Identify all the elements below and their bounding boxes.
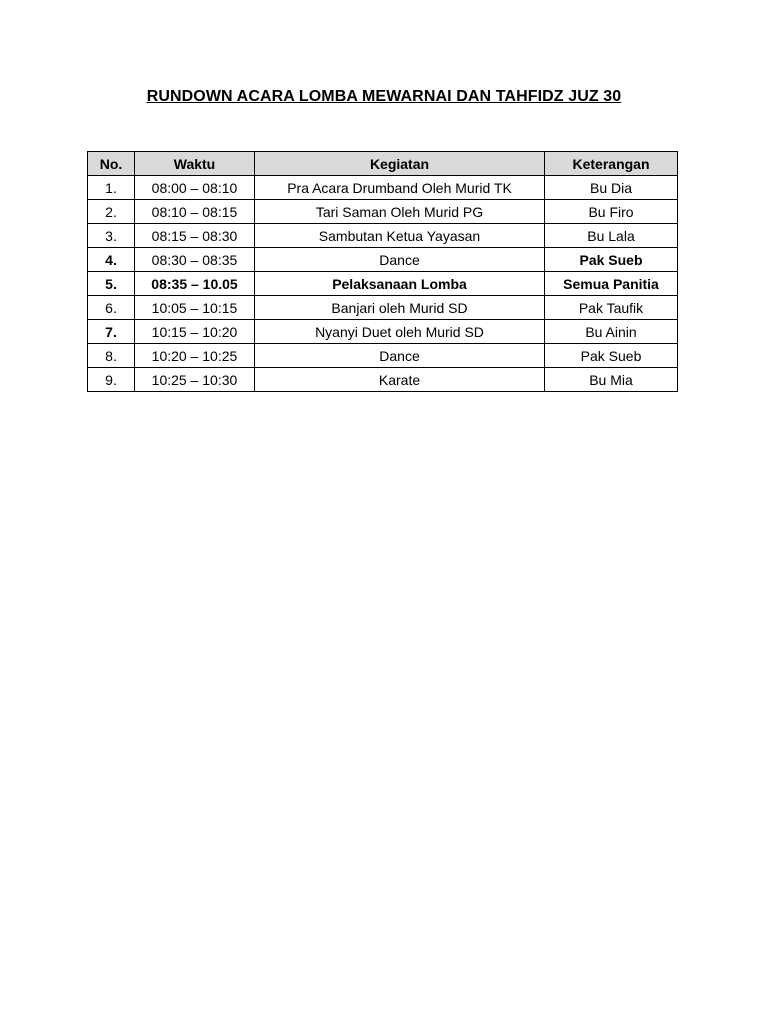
table-row (88, 224, 678, 248)
table-row (88, 200, 678, 224)
cell-keterangan: Pak Taufik (545, 296, 678, 320)
cell-kegiatan: Nyanyi Duet oleh Murid SD (255, 320, 545, 344)
header-keterangan: Keterangan (545, 152, 678, 176)
cell-no: 4. (88, 248, 135, 272)
cell-no: 6. (88, 296, 135, 320)
header-no: No. (88, 152, 135, 176)
cell-keterangan: Pak Sueb (545, 248, 678, 272)
cell-kegiatan: Pelaksanaan Lomba (255, 272, 545, 296)
cell-kegiatan: Dance (255, 248, 545, 272)
header-kegiatan: Kegiatan (255, 152, 545, 176)
table-row (88, 296, 678, 320)
cell-kegiatan: Sambutan Ketua Yayasan (255, 224, 545, 248)
table-row (88, 248, 678, 272)
table-row (88, 320, 678, 344)
cell-kegiatan: Pra Acara Drumband Oleh Murid TK (255, 176, 545, 200)
table-row (88, 176, 678, 200)
header-waktu: Waktu (135, 152, 255, 176)
cell-kegiatan: Banjari oleh Murid SD (255, 296, 545, 320)
cell-keterangan: Pak Sueb (545, 344, 678, 368)
cell-no: 2. (88, 200, 135, 224)
cell-no: 3. (88, 224, 135, 248)
cell-kegiatan: Dance (255, 344, 545, 368)
cell-keterangan: Bu Lala (545, 224, 678, 248)
rundown-table (87, 151, 678, 392)
cell-kegiatan: Tari Saman Oleh Murid PG (255, 200, 545, 224)
cell-waktu: 08:00 – 08:10 (135, 176, 255, 200)
page-title: RUNDOWN ACARA LOMBA MEWARNAI DAN TAHFIDZ JUZ 30 (146, 88, 622, 105)
table-row (88, 368, 678, 392)
cell-no: 8. (88, 344, 135, 368)
cell-keterangan: Bu Firo (545, 200, 678, 224)
cell-keterangan: Bu Ainin (545, 320, 678, 344)
cell-waktu: 10:05 – 10:15 (135, 296, 255, 320)
cell-keterangan: Bu Dia (545, 176, 678, 200)
table-header-row (88, 152, 678, 176)
cell-waktu: 10:25 – 10:30 (135, 368, 255, 392)
cell-no: 9. (88, 368, 135, 392)
cell-keterangan: Bu Mia (545, 368, 678, 392)
cell-keterangan: Semua Panitia (545, 272, 678, 296)
cell-waktu: 08:35 – 10.05 (135, 272, 255, 296)
cell-no: 7. (88, 320, 135, 344)
table-row (88, 272, 678, 296)
cell-no: 1. (88, 176, 135, 200)
cell-waktu: 10:20 – 10:25 (135, 344, 255, 368)
cell-kegiatan: Karate (255, 368, 545, 392)
cell-no: 5. (88, 272, 135, 296)
cell-waktu: 08:10 – 08:15 (135, 200, 255, 224)
table-row (88, 344, 678, 368)
cell-waktu: 10:15 – 10:20 (135, 320, 255, 344)
cell-waktu: 08:30 – 08:35 (135, 248, 255, 272)
cell-waktu: 08:15 – 08:30 (135, 224, 255, 248)
